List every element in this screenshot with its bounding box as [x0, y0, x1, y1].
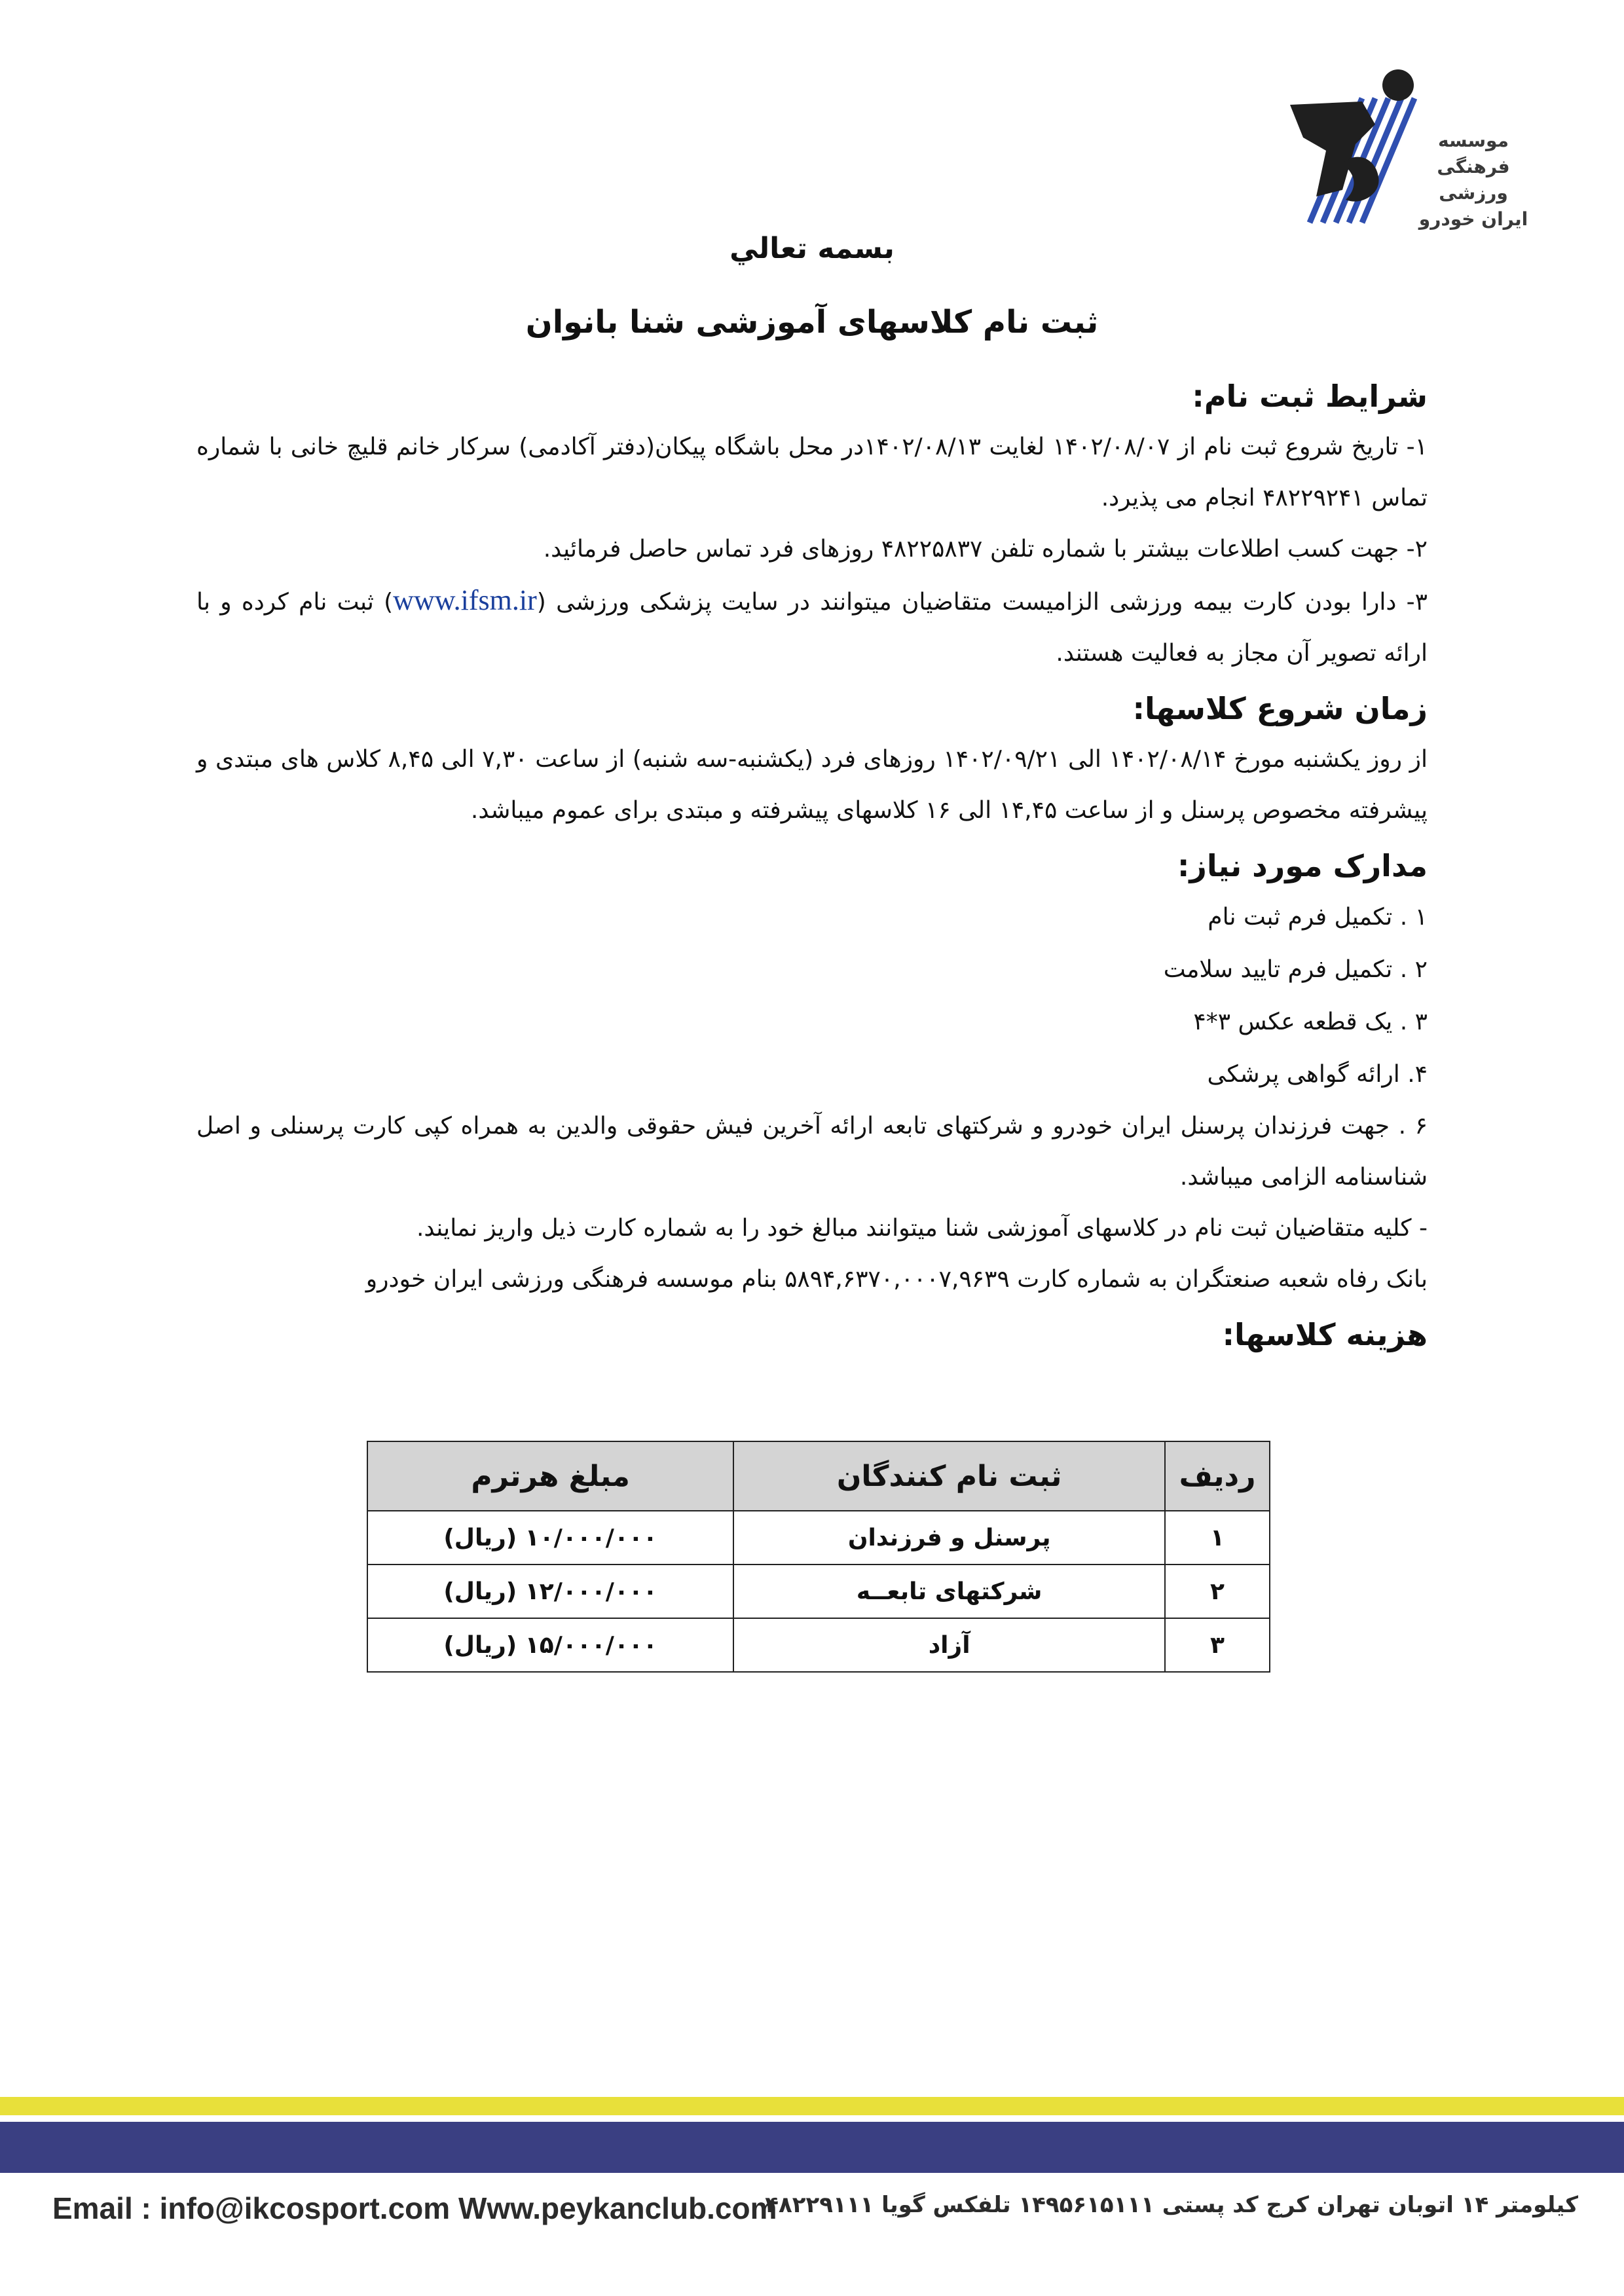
row-number: ۳ — [1165, 1618, 1270, 1672]
document-item-2: ۲ . تکمیل فرم تایید سلامت — [1163, 956, 1428, 983]
logo-line-3: ایران خودرو — [1418, 208, 1528, 230]
logo-caption — [1408, 128, 1539, 232]
logo-line-1: موسسه — [1438, 130, 1509, 151]
document-item-6: ۶ . جهت فرزندان پرسنل ایران خودرو و شرکتهای تابعه ارائه آخرین فیش حقوقی والدین به همراه کپی کارت پرسنلی و اصل شناسنامه الزامی میباشد. — [196, 1113, 1428, 1191]
conditions-heading: شرایط ثبت نام: — [1192, 379, 1428, 414]
table-row — [367, 1565, 1270, 1618]
table-row — [367, 1511, 1270, 1565]
footer-blue-band — [0, 2122, 1624, 2173]
footer-email[interactable]: Email : info@ikcosport.com — [52, 2191, 451, 2225]
footer-band-gap — [0, 2115, 1624, 2122]
fee-amount: ۱۰/۰۰۰/۰۰۰ (ريال) — [367, 1511, 733, 1565]
condition-item-3-start: ۳- دارا بودن کارت بیمه ورزشی الزامیست متقاضیان میتوانند در سایت پزشکی ورزشی ( — [536, 589, 1428, 616]
footer-address: کیلومتر ۱۴ اتوبان تهران کرج کد پستی ۱۴۹۵۶۱۵۱۱۱ تلفکس گویا ۴۸۲۲۹۱۱۱ — [765, 2192, 1578, 2218]
page-title: ثبت نام كلاسهاى آموزشى شنا بانوان — [525, 304, 1099, 341]
column-header-registrants: ثبت نام کنندگان — [733, 1441, 1165, 1511]
column-header-row: رديف — [1165, 1441, 1270, 1511]
document-item-3: ۳ . یک قطعه عکس ۳*۴ — [1193, 1009, 1428, 1035]
fees-table — [367, 1441, 1270, 1673]
row-number: ۱ — [1165, 1511, 1270, 1565]
condition-item-3-end: ) ثبت نام کرده و با ارائه تصویر آن مجاز به فعالیت هستند. — [196, 589, 1428, 667]
document-body — [196, 229, 1428, 1360]
condition-item-3 — [196, 575, 1428, 679]
document-item-4: ۴. ارائه گواهی پرشکی — [1207, 1061, 1428, 1088]
start-time-text: از روز یکشنبه مورخ ۱۴۰۲/۰۸/۱۴ الی ۱۴۰۲/۰۹/۲۱ روزهای فرد (یکشنبه-سه شنبه) از ساعت ۷,۳۰ الی ۸,۴۵ کلاس های مبتدی و پیشرفته مخصوص پرسنل و از ساعت ۱۴,۴۵ الی ۱۶ کلاسهای پیشرفته و مبتدی برای عموم میباشد. — [196, 746, 1428, 824]
registrant-group: آزاد — [733, 1618, 1165, 1672]
fees-heading: هزینه کلاسها: — [1222, 1317, 1428, 1352]
row-number: ۲ — [1165, 1565, 1270, 1618]
footer-website[interactable]: Www.peykanclub.com — [458, 2191, 777, 2225]
column-header-fee: مبلغ هرترم — [367, 1441, 733, 1511]
documents-heading: مدارک مورد نیاز: — [1177, 848, 1428, 883]
payment-note: - کلیه متقاضیان ثبت نام در کلاسهای آموزشی شنا میتوانند مبالغ خود را به شماره کارت ذیل واریز نمایند. — [416, 1215, 1428, 1242]
fee-amount: ۱۲/۰۰۰/۰۰۰ (ريال) — [367, 1565, 733, 1618]
bismillah-heading: بسمه تعالي — [729, 232, 895, 265]
document-item-1: ۱ . تکمیل فرم ثبت نام — [1208, 904, 1428, 931]
footer-contact — [52, 2184, 1578, 2236]
condition-item-1: ۱- تاریخ شروع ثبت نام از ۱۴۰۲/۰۸/۰۷ لغایت ۱۴۰۲/۰۸/۱۳در محل باشگاه پیکان(دفتر آکادمی) سرکار خانم قلیچ خانی با شماره تماس ۴۸۲۲۹۲۴۱ انجام می پذیرد. — [196, 434, 1428, 511]
table-header-row — [367, 1441, 1270, 1511]
start-time-heading: زمان شروع کلاسها: — [1132, 691, 1428, 726]
fee-amount: ۱۵/۰۰۰/۰۰۰ (ريال) — [367, 1618, 733, 1672]
condition-item-2: ۲- جهت کسب اطلاعات بیشتر با شماره تلفن ۴۸۲۲۵۸۳۷ روزهای فرد تماس حاصل فرمائید. — [543, 536, 1428, 563]
ifsm-link[interactable]: www.ifsm.ir — [393, 584, 537, 616]
bank-card-line: بانک رفاه شعبه صنعتگران به شماره کارت ۵۸۹۴,۶۳۷۰,۰۰۰۷,۹۶۳۹ بنام موسسه فرهنگی ورزشی ایران خودرو — [365, 1266, 1428, 1293]
registrant-group: شرکتهای تابعــه — [733, 1565, 1165, 1618]
footer-yellow-band — [0, 2097, 1624, 2115]
registrant-group: پرسنل و فرزندان — [733, 1511, 1165, 1565]
logo-line-2: فرهنگی ورزشی — [1437, 156, 1510, 204]
table-row — [367, 1618, 1270, 1672]
